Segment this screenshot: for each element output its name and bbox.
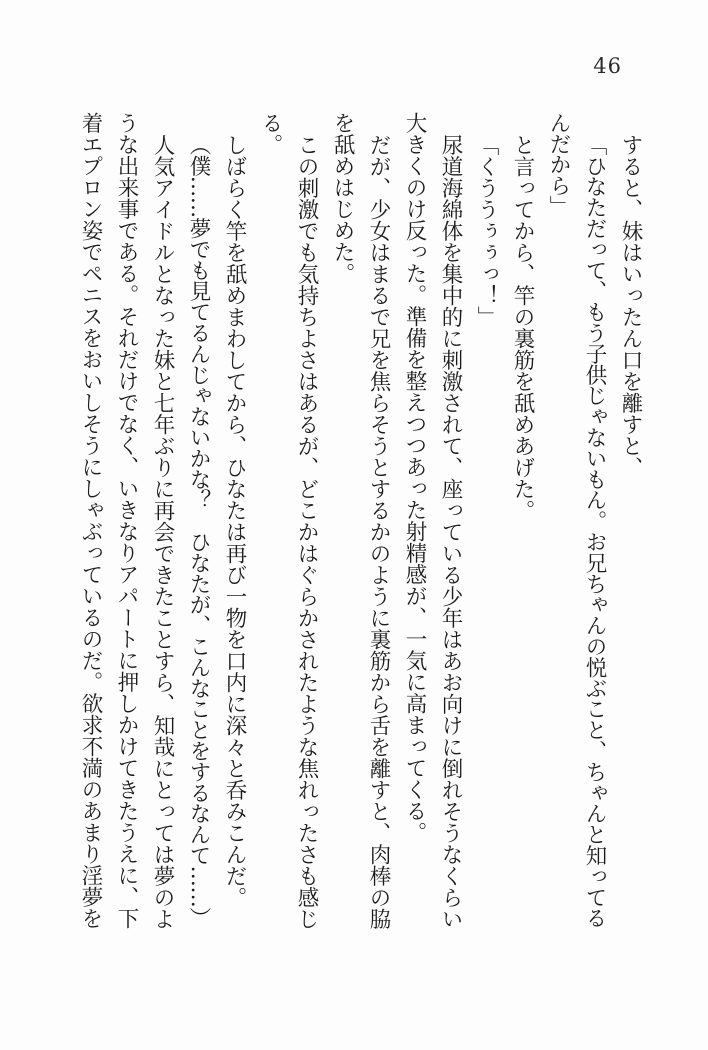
paragraph: 人気アイドルとなった妹と七年ぶりに再会できたことすら、知哉にとっては夢のような出来事である。それだけでなく、いきなりアパートに押しかけてきたうえに、下着エプロン姿でペニスをおいしそうにしゃぶっているのだ。欲求不満のあまり淫夢を <box>78 112 175 929</box>
paragraph: 尿道海綿体を集中的に刺激されて、座っている少年はあお向けに倒れそうなくらい大きくのけ反った。準備を整えつつあった射精感が、一気に高まってくる。 <box>402 112 463 929</box>
paragraph: しばらく竿を舐めまわしてから、ひなたは再び一物を口内に深々と呑みこんだ。 <box>222 133 247 908</box>
paragraph: 「ひなただって、もう子供じゃないもん。お兄ちゃんの悦ぶこと、ちゃんと知ってるんだから」 <box>546 112 607 928</box>
paragraph: 「くううぅぅっ！」 <box>474 133 499 327</box>
paragraph: だが、少女はまるで兄を焦らそうとするかのように裏筋から舌を離すと、肉棒の脇を舐めはじめた。 <box>330 112 391 929</box>
page-number: 46 <box>593 54 622 78</box>
paragraph: すると、妹はいったん口を離すと、 <box>618 133 643 478</box>
text-body <box>72 112 648 930</box>
paragraph: と言ってから、竿の裏筋を舐めあげた。 <box>510 133 535 521</box>
paragraph: （僕……夢でも見てるんじゃないかな？ ひなたが、こんなことをするなんて……） <box>186 133 211 928</box>
paragraph: この刺激でも気持ちよさはあるが、どこかはぐらかされたような焦れったさも感じる。 <box>258 112 319 929</box>
